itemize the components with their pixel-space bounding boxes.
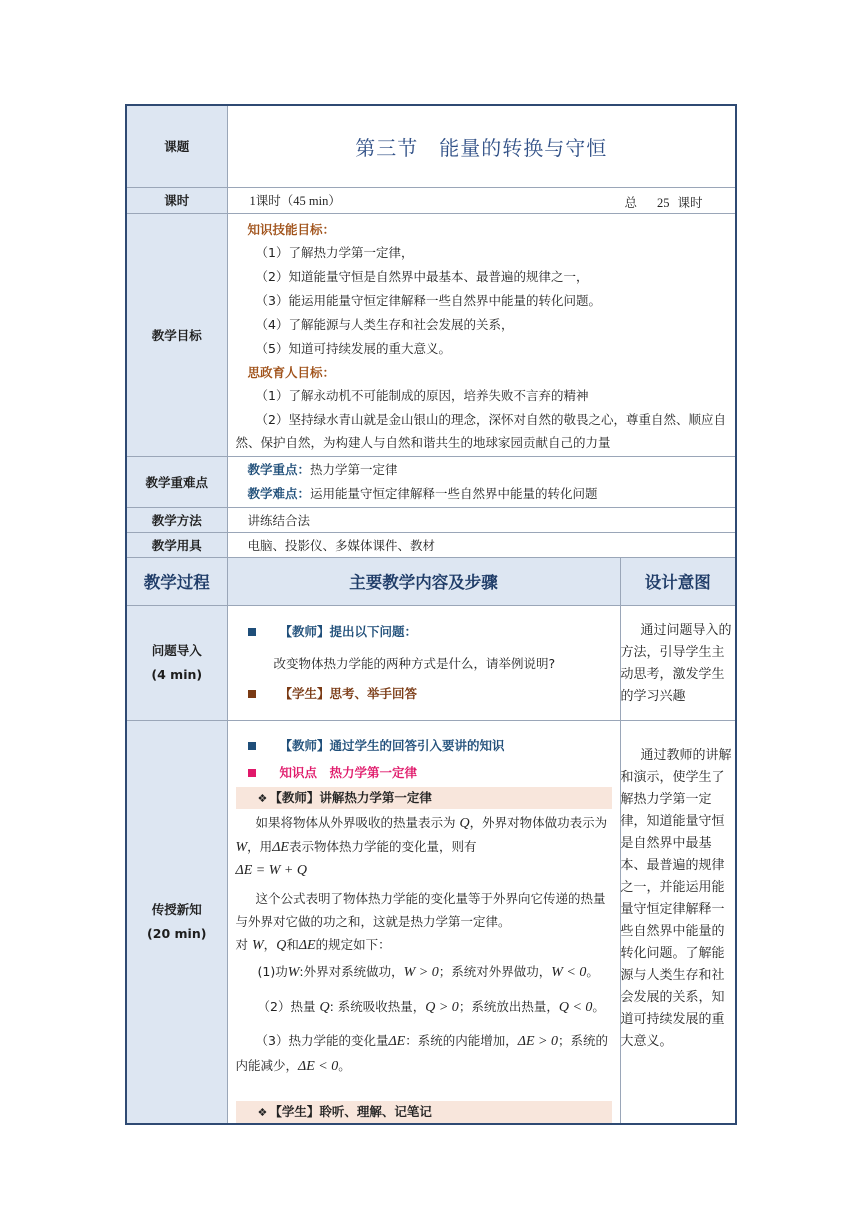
header-intent: 设计意图	[620, 557, 736, 605]
key-point	[248, 458, 730, 482]
newknow-content	[227, 720, 620, 1124]
diamond-bullet-icon: ❖	[257, 1105, 268, 1119]
lesson-plan-sheet	[125, 104, 735, 1125]
intro-intent	[620, 605, 736, 720]
newknow-duration: (20 min)	[147, 925, 207, 941]
header-content: 主要教学内容及步骤	[227, 557, 620, 605]
knowledge-point-text: 知识点 热力学第一定律	[279, 764, 418, 780]
var-de: ΔE	[298, 937, 316, 953]
text-span: ；系统放出热量，	[458, 998, 559, 1014]
text-span: 和	[286, 936, 299, 952]
difficult-point-label: 教学难点：	[247, 485, 311, 501]
header-process: 教学过程	[126, 557, 227, 605]
intro-intent-text: 通过问题导入的方法，引导学生主动思考，激发学生的学习兴趣	[620, 622, 732, 704]
goal-item: （4）了解能源与人类生存和社会发展的关系，	[255, 316, 514, 332]
text-span: ：系统的内能增加，	[405, 1032, 518, 1048]
goals-label: 教学目标	[126, 213, 227, 456]
rule-work	[236, 957, 612, 988]
newknow-label: 传授新知	[151, 901, 202, 917]
difficult-point	[248, 482, 730, 506]
method-row	[126, 507, 736, 532]
keypoints-row	[126, 456, 736, 507]
topic-row	[126, 105, 736, 187]
difficult-point-text: 运用能量守恒定律解释一些自然界中能量的转化问题	[310, 485, 598, 501]
text-span: （2）热量	[257, 998, 316, 1014]
text-span: 表示物体热力学能的变化量，则有	[288, 838, 477, 854]
var-q: Q	[319, 999, 330, 1015]
hours-row	[126, 187, 736, 213]
text-span: 。	[592, 998, 605, 1014]
formula: ΔE < 0	[298, 1058, 339, 1074]
goal-item: （5）知道可持续发展的重大意义。	[255, 340, 451, 356]
intro-teacher-text: 【教师】提出以下问题：	[279, 623, 418, 639]
keypoints-label: 教学重难点	[126, 456, 227, 507]
goal-item: （1）了解热力学第一定律，	[255, 244, 414, 260]
law-explanation: 这个公式表明了物体热力学能的变化量等于外界向它传递的热量与外界对它做的功之和，这就是热力学第一定律。	[235, 890, 606, 929]
lesson-plan-table	[125, 104, 737, 1125]
newknow-teacher-line	[228, 733, 620, 759]
newknow-label-cell	[126, 720, 227, 1124]
var-q: Q	[276, 937, 287, 953]
hours-label: 课时	[126, 187, 227, 213]
var-q: Q	[459, 815, 470, 831]
bullet-square-icon	[248, 742, 256, 750]
law-definition	[236, 811, 612, 859]
total-count: 25	[657, 195, 670, 210]
intro-content	[227, 605, 620, 720]
text-span: 对	[235, 936, 249, 952]
tools-value: 电脑、投影仪、多媒体课件、教材	[227, 532, 736, 557]
hours-value: 1课时（45 min）	[249, 194, 341, 208]
intro-question: 改变物体热力学能的两种方式是什么，请举例说明?	[273, 655, 556, 671]
equation: ΔE = W + Q	[235, 862, 307, 878]
process-header-row	[126, 557, 736, 605]
newknow-teacher-text: 【教师】通过学生的回答引入要讲的知识	[279, 737, 505, 753]
text-span: ，外界对物体做功表示为	[469, 814, 608, 830]
bullet-square-icon	[248, 769, 256, 777]
intro-label: 问题导入	[151, 642, 202, 658]
var-w: W	[235, 839, 248, 855]
diamond-bullet-icon: ❖	[257, 791, 268, 805]
rule-energy	[236, 1029, 612, 1079]
goal-item: （1）了解永动机不可能制成的原因，培养失败不言弃的精神	[255, 387, 589, 403]
student-band-text: 【学生】聆听、理解、记笔记	[269, 1103, 432, 1119]
newknow-row	[126, 720, 736, 1124]
goal-item: （2）知道能量守恒是自然界中最基本、最普遍的规律之一，	[255, 268, 589, 284]
formula: ΔE > 0	[517, 1033, 558, 1049]
intro-student-line	[248, 676, 614, 706]
lesson-title: 第三节 能量的转换与守恒	[227, 105, 736, 187]
knowledge-point-line	[228, 759, 620, 787]
total-suffix: 课时	[677, 194, 703, 210]
sign-rules-intro: 对 W，Q和ΔE的规定如下：	[235, 936, 391, 953]
formula: Q < 0	[558, 999, 593, 1015]
text-span: （3）热力学能的变化量	[255, 1032, 389, 1048]
rule-heat	[236, 992, 612, 1023]
text-span: 如果将物体从外界吸收的热量表示为	[255, 814, 456, 830]
newknow-intent-text: 通过教师的讲解和演示，使学生了解热力学第一定律，知道能量守恒是自然界中最基本、最普遍的规律之一，并能运用能量守恒定律解释一些自然界中能量的转化问题。了解能源与人类生存和社会发展的关系，知道可持续发展的重大意义。	[620, 747, 732, 1049]
goal-item: （2）坚持绿水青山就是金山银山的理念，深怀对自然的敬畏之心，尊重自然、顺应自然、保护自然，为构建人与自然和谐共生的地球家园贡献自己的力量	[235, 411, 726, 450]
bullet-square-icon	[248, 690, 256, 698]
goals-section-ideology: 思政育人目标：	[247, 364, 336, 380]
text-span: ；系统对外界做功，	[438, 963, 552, 979]
goals-section-knowledge: 知识技能目标：	[247, 221, 336, 237]
intro-teacher-line	[248, 620, 614, 644]
tools-label: 教学用具	[126, 532, 227, 557]
teacher-explain-band	[236, 787, 612, 809]
var-de: ΔE	[272, 839, 289, 855]
hours-cell	[227, 187, 736, 213]
newknow-intent	[620, 720, 736, 1124]
formula: W < 0	[551, 964, 587, 980]
intro-student-text: 【学生】思考、举手回答	[279, 685, 418, 701]
text-span: ；系统的内能减少，	[235, 1032, 608, 1073]
topic-label: 课题	[126, 105, 227, 187]
key-point-label: 教学重点：	[247, 461, 311, 477]
text-span: :外界对系统做功，	[299, 963, 404, 979]
intro-duration: (4 min)	[151, 666, 203, 682]
var-w: W	[252, 937, 264, 953]
formula: Q > 0	[425, 999, 459, 1015]
student-band	[236, 1101, 612, 1123]
tools-row	[126, 532, 736, 557]
teacher-explain-text: 【教师】讲解热力学第一定律	[269, 789, 432, 805]
text-span: 的规定如下：	[315, 936, 391, 952]
method-value: 讲练结合法	[227, 507, 736, 532]
text-span: ，用	[247, 838, 273, 854]
keypoints-cell	[227, 456, 736, 507]
text-span: (1)功	[257, 963, 288, 979]
goal-item: （3）能运用能量守恒定律解释一些自然界中能量的转化问题。	[255, 292, 601, 308]
text-span: 。	[338, 1057, 351, 1073]
total-prefix: 总	[624, 194, 638, 210]
text-span: : 系统吸收热量，	[329, 998, 426, 1014]
bullet-square-icon	[248, 628, 256, 636]
method-label: 教学方法	[126, 507, 227, 532]
law-paragraph	[228, 809, 620, 1079]
var-de: ΔE	[388, 1033, 406, 1049]
formula: W > 0	[403, 964, 439, 980]
var-w: W	[287, 964, 300, 980]
intro-label-cell	[126, 605, 227, 720]
key-point-text: 热力学第一定律	[310, 461, 398, 477]
text-span: 。	[586, 963, 599, 979]
intro-row	[126, 605, 736, 720]
goals-cell	[227, 213, 736, 456]
total-hours	[625, 193, 703, 211]
goals-row	[126, 213, 736, 456]
